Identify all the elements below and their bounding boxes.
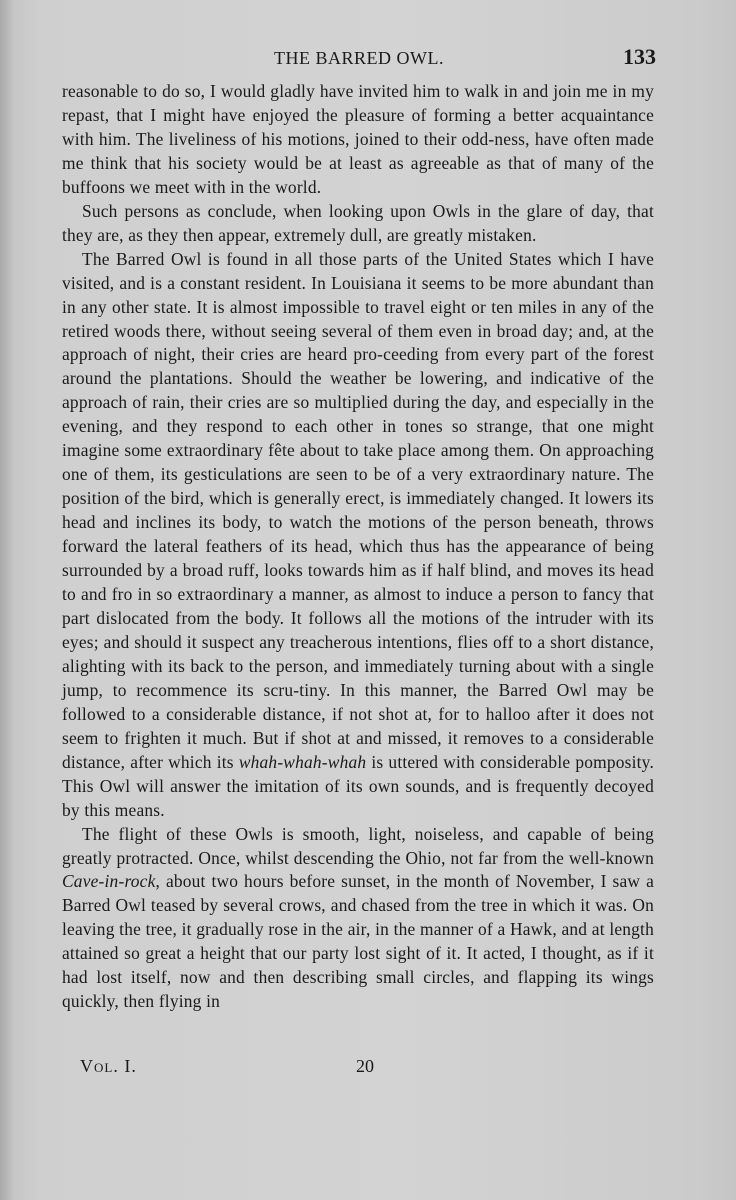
paragraph-3 — [62, 248, 654, 823]
page-number: 133 — [623, 44, 656, 69]
paragraph-2 — [62, 200, 654, 248]
text-run: Such persons as conclude, when looking upon Owls in the glare of day, that they are, as they then appear, extremely dull, are greatly mistaken. — [62, 200, 654, 245]
volume-label: Vol. I. — [80, 1056, 137, 1076]
running-title: THE BARRED OWL. — [274, 48, 444, 68]
signature-mark: 20 — [356, 1056, 374, 1076]
text-run: , about two hours before sunset, in the month of November, I saw a Barred Owl teased by several crows, and chased from the tree in which it was. On leaving the tree, it gradually rose in the air, in the manner of a Hawk, and at length attained so great a height that our party lost sight of it. It acted, I thought, as if it had lost itself, now and then describing small circles, and flapping its wings quickly, then flying in — [62, 871, 654, 1012]
body-text — [62, 80, 654, 1014]
text-run: The Barred Owl is found in all those parts of the United States which I have visited, and is a constant resident. In Louisiana it seems to be more abundant than in any other state. It is almost impossible to travel eight or ten miles in any of the retired woods there, without seeing several of them even in broad day; and, at the approach of night, their cries are heard pro-ceeding from every part of the forest around the plantations. Should the weather be lowering, and indicative of the approach of rain, their cries are so multiplied during the day, and especially in the evening, and they respond to each other in tones so strange, that one might imagine some extraordinary fête about to take place among them. On approaching one of them, its gesticulations are seen to be of a very extraordinary nature. The position of the bird, which is generally erect, is immediately changed. It lowers its head and inclines its body, to watch the motions of the person beneath, throws forward the lateral feathers of its head, which thus has the appearance of being surrounded by a broad ruff, looks towards him as if half blind, and moves its head to and fro in so extraordinary a manner, as almost to induce a person to fancy that part dislocated from the body. It follows all the motions of the intruder with its eyes; and should it suspect any treacherous intentions, flies off to a short distance, alighting with its back to the person, and immediately turning about with a single jump, to recommence its scru-tiny. In this manner, the Barred Owl may be followed to a considerable distance, if not shot at, for to halloo after it does not seem to frighten it much. But if shot at and missed, it removes to a considerable distance, after which its — [62, 248, 654, 772]
paragraph-1 — [62, 80, 654, 200]
italic-term: Cave-in-rock — [62, 871, 156, 892]
text-run: The flight of these Owls is smooth, light, noiseless, and capable of being greatly protracted. Once, whilst descending the Ohio, not far from the well-known — [62, 823, 654, 868]
paragraph-4 — [62, 823, 654, 1015]
page-footer — [80, 1056, 656, 1082]
italic-term: whah-whah-whah — [238, 751, 367, 772]
page-header — [62, 44, 656, 74]
text-run: reasonable to do so, I would gladly have invited him to walk in and join me in my repast, that I might have enjoyed the pleasure of forming a better acquaintance with him. The liveliness of his motions, joined to their odd-ness, have often made me think that his society would be at least as agreeable as that of many of the buffoons we meet with in the world. — [62, 81, 654, 197]
text-run: is uttered with considerable pomposity. This Owl will answer the imitation of its own sounds, and is frequently decoyed by this means. — [62, 751, 654, 820]
